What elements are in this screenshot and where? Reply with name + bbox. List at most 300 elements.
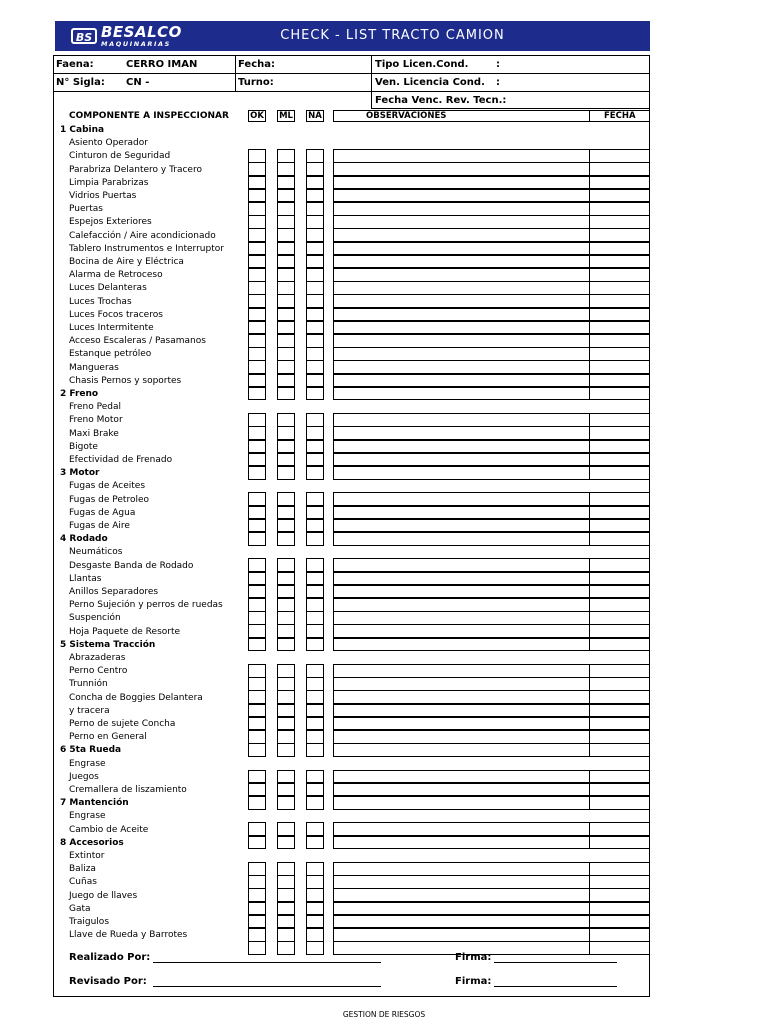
ml-checkbox[interactable] xyxy=(277,664,295,678)
sigla-value[interactable]: CN - xyxy=(126,77,150,88)
ml-checkbox[interactable] xyxy=(277,492,295,506)
header-bar xyxy=(55,21,650,51)
observaciones-field[interactable] xyxy=(333,176,650,190)
ok-checkbox[interactable] xyxy=(248,374,266,388)
checklist-item-label: Bocina de Aire y Eléctrica xyxy=(69,257,184,267)
ml-checkbox[interactable] xyxy=(277,374,295,388)
ok-checkbox[interactable] xyxy=(248,558,266,572)
ml-checkbox[interactable] xyxy=(277,638,295,652)
na-checkbox[interactable] xyxy=(306,374,324,388)
na-checkbox[interactable] xyxy=(306,149,324,163)
na-checkbox[interactable] xyxy=(306,228,324,242)
section-heading: 2 Freno xyxy=(60,389,99,399)
ok-checkbox[interactable] xyxy=(248,677,266,691)
na-checkbox[interactable] xyxy=(306,796,324,810)
ok-checkbox[interactable] xyxy=(248,638,266,652)
checklist-item-label: Puertas xyxy=(69,204,103,215)
observaciones-field[interactable] xyxy=(333,611,650,625)
na-checkbox[interactable] xyxy=(306,598,324,612)
observaciones-field[interactable] xyxy=(333,374,650,388)
checklist-item-label: Juegos xyxy=(69,771,99,782)
observaciones-field[interactable] xyxy=(333,347,650,361)
na-checkbox[interactable] xyxy=(306,466,324,480)
info-column-divider xyxy=(235,55,236,91)
na-checkbox[interactable] xyxy=(306,255,324,269)
checklist-item-label: Fugas de Aceites xyxy=(69,481,146,492)
ml-checkbox[interactable] xyxy=(277,730,295,744)
observaciones-field[interactable] xyxy=(333,717,650,731)
ok-checkbox[interactable] xyxy=(248,519,266,533)
observaciones-field[interactable] xyxy=(333,308,650,322)
na-checkbox[interactable] xyxy=(306,624,324,638)
ok-checkbox[interactable] xyxy=(248,743,266,757)
na-checkbox[interactable] xyxy=(306,875,324,889)
ml-checkbox[interactable] xyxy=(277,426,295,440)
observaciones-field[interactable] xyxy=(333,149,650,163)
checklist-item-label: Llave de Rueda y Barrotes xyxy=(69,930,188,941)
observaciones-field[interactable] xyxy=(333,506,650,520)
ok-checkbox[interactable] xyxy=(248,242,266,256)
na-checkbox[interactable] xyxy=(306,770,324,784)
na-checkbox[interactable] xyxy=(306,638,324,652)
na-checkbox[interactable] xyxy=(306,743,324,757)
ok-checkbox[interactable] xyxy=(248,281,266,295)
ml-checkbox[interactable] xyxy=(277,519,295,533)
checklist-item-label: Acceso Escaleras / Pasamanos xyxy=(69,336,206,347)
observaciones-field[interactable] xyxy=(333,334,650,348)
checklist-item-label: Perno Centro xyxy=(69,666,128,677)
ok-checkbox[interactable] xyxy=(248,202,266,216)
ml-column-header: ML xyxy=(277,110,295,122)
na-checkbox[interactable] xyxy=(306,387,324,401)
na-checkbox[interactable] xyxy=(306,308,324,322)
observaciones-field[interactable] xyxy=(333,255,650,269)
checklist-item-label: y tracera xyxy=(69,705,110,716)
ok-checkbox[interactable] xyxy=(248,426,266,440)
ml-checkbox[interactable] xyxy=(277,281,295,295)
observaciones-field[interactable] xyxy=(333,585,650,599)
observaciones-field[interactable] xyxy=(333,598,650,612)
fecha-header-divider xyxy=(589,110,590,122)
na-checkbox[interactable] xyxy=(306,928,324,942)
checklist-item-label: Extintor xyxy=(69,851,105,861)
na-checkbox[interactable] xyxy=(306,506,324,520)
ok-checkbox[interactable] xyxy=(248,690,266,704)
observaciones-header-label: OBSERVACIONES xyxy=(366,111,447,121)
ml-checkbox[interactable] xyxy=(277,228,295,242)
ml-checkbox[interactable] xyxy=(277,189,295,203)
revisado-firma-label: Firma: xyxy=(455,976,492,987)
observaciones-field[interactable] xyxy=(333,426,650,440)
ok-checkbox[interactable] xyxy=(248,941,266,955)
ml-checkbox[interactable] xyxy=(277,347,295,361)
checklist-item-label: Desgaste Banda de Rodado xyxy=(69,560,194,571)
section-heading: 3 Motor xyxy=(60,468,100,479)
na-checkbox[interactable] xyxy=(306,532,324,546)
na-checkbox[interactable] xyxy=(306,294,324,308)
observaciones-field[interactable] xyxy=(333,928,650,942)
ml-checkbox[interactable] xyxy=(277,176,295,190)
info-column-divider xyxy=(371,55,372,109)
na-checkbox[interactable] xyxy=(306,347,324,361)
turno-label[interactable]: Turno: xyxy=(238,77,274,88)
ok-checkbox[interactable] xyxy=(248,598,266,612)
na-checkbox[interactable] xyxy=(306,321,324,335)
na-checkbox[interactable] xyxy=(306,242,324,256)
na-checkbox[interactable] xyxy=(306,902,324,916)
ok-checkbox[interactable] xyxy=(248,902,266,916)
na-checkbox[interactable] xyxy=(306,519,324,533)
checklist-item-label: Luces Trochas xyxy=(69,296,132,307)
observaciones-field[interactable] xyxy=(333,215,650,229)
ml-checkbox[interactable] xyxy=(277,704,295,718)
observaciones-field[interactable] xyxy=(333,162,650,176)
ok-checkbox[interactable] xyxy=(248,915,266,929)
observaciones-field[interactable] xyxy=(333,453,650,467)
ml-checkbox[interactable] xyxy=(277,690,295,704)
checklist-item-label: Gata xyxy=(69,903,91,914)
ml-checkbox[interactable] xyxy=(277,321,295,335)
ml-checkbox[interactable] xyxy=(277,928,295,942)
tipo-licencia-label: Tipo Licen.Cond. xyxy=(375,59,469,70)
na-checkbox[interactable] xyxy=(306,915,324,929)
ok-column-header: OK xyxy=(248,110,266,122)
checklist-item-label: Asiento Operador xyxy=(69,138,148,149)
checklist-item-label: Efectividad de Frenado xyxy=(69,455,173,465)
checklist-item-label: Luces Delanteras xyxy=(69,283,147,294)
na-checkbox[interactable] xyxy=(306,862,324,876)
faena-value[interactable]: CERRO IMAN xyxy=(126,59,198,70)
checklist-item-label: Neumáticos xyxy=(69,547,123,558)
realizado-por-line[interactable] xyxy=(153,962,381,963)
ok-checkbox[interactable] xyxy=(248,347,266,361)
revisado-por-line[interactable] xyxy=(153,986,381,987)
observaciones-field[interactable] xyxy=(333,770,650,784)
observaciones-field[interactable] xyxy=(333,796,650,810)
ok-checkbox[interactable] xyxy=(248,704,266,718)
na-checkbox[interactable] xyxy=(306,822,324,836)
ok-checkbox[interactable] xyxy=(248,162,266,176)
ok-checkbox[interactable] xyxy=(248,189,266,203)
na-checkbox[interactable] xyxy=(306,572,324,586)
observaciones-field[interactable] xyxy=(333,875,650,889)
checklist-item-label: Parabriza Delantero y Tracero xyxy=(69,164,202,175)
ml-checkbox[interactable] xyxy=(277,506,295,520)
ml-checkbox[interactable] xyxy=(277,255,295,269)
ok-checkbox[interactable] xyxy=(248,492,266,506)
ok-checkbox[interactable] xyxy=(248,453,266,467)
na-checkbox[interactable] xyxy=(306,730,324,744)
ok-checkbox[interactable] xyxy=(248,387,266,401)
observaciones-field[interactable] xyxy=(333,704,650,718)
ok-checkbox[interactable] xyxy=(248,268,266,282)
na-checkbox[interactable] xyxy=(306,202,324,216)
ok-checkbox[interactable] xyxy=(248,360,266,374)
observaciones-field[interactable] xyxy=(333,638,650,652)
ml-checkbox[interactable] xyxy=(277,770,295,784)
logo-name: BESALCO xyxy=(101,22,182,41)
ml-checkbox[interactable] xyxy=(277,915,295,929)
ml-checkbox[interactable] xyxy=(277,334,295,348)
ven-licencia-colon[interactable]: : xyxy=(496,77,500,88)
ok-checkbox[interactable] xyxy=(248,506,266,520)
checklist-item-label: Perno Sujeción y perros de ruedas xyxy=(69,600,223,611)
observaciones-field[interactable] xyxy=(333,466,650,480)
observaciones-field[interactable] xyxy=(333,743,650,757)
observaciones-field[interactable] xyxy=(333,836,650,850)
checklist-item-label: Alarma de Retroceso xyxy=(69,270,163,281)
ml-checkbox[interactable] xyxy=(277,202,295,216)
ok-checkbox[interactable] xyxy=(248,255,266,269)
ml-checkbox[interactable] xyxy=(277,902,295,916)
observaciones-field[interactable] xyxy=(333,202,650,216)
ok-checkbox[interactable] xyxy=(248,836,266,850)
ml-checkbox[interactable] xyxy=(277,440,295,454)
ml-checkbox[interactable] xyxy=(277,558,295,572)
observaciones-field[interactable] xyxy=(333,189,650,203)
component-column-header: COMPONENTE A INSPECCIONAR xyxy=(69,111,229,121)
na-checkbox[interactable] xyxy=(306,426,324,440)
sigla-label: N° Sigla: xyxy=(56,77,105,88)
observaciones-field[interactable] xyxy=(333,294,650,308)
checklist-item-label: Estanque petróleo xyxy=(69,349,152,360)
ml-checkbox[interactable] xyxy=(277,268,295,282)
na-checkbox[interactable] xyxy=(306,717,324,731)
observaciones-field[interactable] xyxy=(333,492,650,506)
revisado-por-label: Revisado Por: xyxy=(69,976,147,987)
observaciones-field[interactable] xyxy=(333,268,650,282)
na-checkbox[interactable] xyxy=(306,941,324,955)
ml-checkbox[interactable] xyxy=(277,941,295,955)
checklist-item-label: Anillos Separadores xyxy=(69,587,159,597)
na-checkbox[interactable] xyxy=(306,440,324,454)
checklist-item-label: Espejos Exteriores xyxy=(69,217,152,228)
realizado-por-label: Realizado Por: xyxy=(69,952,151,963)
checklist-item-label: Mangueras xyxy=(69,362,119,373)
fecha-venc-rev-label[interactable]: Fecha Venc. Rev. Tecn.: xyxy=(375,95,507,106)
ml-checkbox[interactable] xyxy=(277,624,295,638)
ml-checkbox[interactable] xyxy=(277,822,295,836)
na-checkbox[interactable] xyxy=(306,585,324,599)
na-checkbox[interactable] xyxy=(306,704,324,718)
na-checkbox[interactable] xyxy=(306,360,324,374)
na-checkbox[interactable] xyxy=(306,677,324,691)
na-checkbox[interactable] xyxy=(306,558,324,572)
checklist-item-label: Cuñas xyxy=(69,877,97,888)
checklist-item-label: Chasis Pernos y soportes xyxy=(69,375,182,386)
realizado-firma-line[interactable] xyxy=(494,962,617,963)
observaciones-field[interactable] xyxy=(333,862,650,876)
na-checkbox[interactable] xyxy=(306,783,324,797)
ml-checkbox[interactable] xyxy=(277,717,295,731)
checklist-item-label: Cambio de Aceite xyxy=(69,824,149,835)
ml-checkbox[interactable] xyxy=(277,413,295,427)
checklist-item-label: Calefacción / Aire acondicionado xyxy=(69,230,216,241)
observaciones-field[interactable] xyxy=(333,664,650,678)
na-checkbox[interactable] xyxy=(306,268,324,282)
ok-checkbox[interactable] xyxy=(248,796,266,810)
ok-checkbox[interactable] xyxy=(248,875,266,889)
na-checkbox[interactable] xyxy=(306,664,324,678)
ml-checkbox[interactable] xyxy=(277,308,295,322)
info-row-divider xyxy=(371,108,650,109)
ok-checkbox[interactable] xyxy=(248,466,266,480)
checklist-item-label: Luces Intermitente xyxy=(69,323,154,333)
ml-checkbox[interactable] xyxy=(277,585,295,599)
fecha-label[interactable]: Fecha: xyxy=(238,59,276,70)
ml-checkbox[interactable] xyxy=(277,387,295,401)
observaciones-field[interactable] xyxy=(333,677,650,691)
info-row-divider xyxy=(53,73,650,74)
tipo-licencia-colon[interactable]: : xyxy=(496,59,500,70)
ok-checkbox[interactable] xyxy=(248,730,266,744)
ml-checkbox[interactable] xyxy=(277,532,295,546)
na-checkbox[interactable] xyxy=(306,413,324,427)
ven-licencia-label: Ven. Licencia Cond. xyxy=(375,77,485,88)
checklist-item-label: Cinturon de Seguridad xyxy=(69,151,171,162)
observaciones-field[interactable] xyxy=(333,413,650,427)
ok-checkbox[interactable] xyxy=(248,413,266,427)
observaciones-field[interactable] xyxy=(333,228,650,242)
ml-checkbox[interactable] xyxy=(277,598,295,612)
ok-checkbox[interactable] xyxy=(248,717,266,731)
na-checkbox[interactable] xyxy=(306,690,324,704)
checklist-item-label: Traigulos xyxy=(69,917,110,927)
ok-checkbox[interactable] xyxy=(248,334,266,348)
checklist-item-label: Engrase xyxy=(69,811,106,822)
checklist-item-label: Trunnión xyxy=(69,679,108,690)
section-heading: 7 Mantención xyxy=(60,798,129,809)
observaciones-field[interactable] xyxy=(333,624,650,638)
ml-checkbox[interactable] xyxy=(277,466,295,480)
ml-checkbox[interactable] xyxy=(277,360,295,374)
checklist-item-label: Tablero Instrumentos e Interruptor xyxy=(69,243,224,254)
ml-checkbox[interactable] xyxy=(277,862,295,876)
ok-checkbox[interactable] xyxy=(248,862,266,876)
ok-checkbox[interactable] xyxy=(248,664,266,678)
observaciones-field[interactable] xyxy=(333,783,650,797)
faena-label: Faena: xyxy=(56,59,94,70)
logo-subtitle: MAQUINARIAS xyxy=(101,39,171,48)
na-checkbox[interactable] xyxy=(306,215,324,229)
checklist-item-label: Bigote xyxy=(69,441,98,452)
ok-checkbox[interactable] xyxy=(248,624,266,638)
ml-checkbox[interactable] xyxy=(277,743,295,757)
ok-checkbox[interactable] xyxy=(248,294,266,308)
observaciones-field[interactable] xyxy=(333,822,650,836)
ok-checkbox[interactable] xyxy=(248,149,266,163)
ml-checkbox[interactable] xyxy=(277,294,295,308)
checklist-item-label: Suspención xyxy=(69,613,121,624)
observaciones-field[interactable] xyxy=(333,360,650,374)
checklist-item-label: Freno Pedal xyxy=(69,402,122,413)
observaciones-field[interactable] xyxy=(333,321,650,335)
fecha-column-header: FECHA xyxy=(604,111,636,121)
ok-checkbox[interactable] xyxy=(248,440,266,454)
ml-checkbox[interactable] xyxy=(277,888,295,902)
ml-checkbox[interactable] xyxy=(277,215,295,229)
na-checkbox[interactable] xyxy=(306,189,324,203)
ml-checkbox[interactable] xyxy=(277,611,295,625)
ok-checkbox[interactable] xyxy=(248,321,266,335)
ok-checkbox[interactable] xyxy=(248,532,266,546)
observaciones-field[interactable] xyxy=(333,730,650,744)
ml-checkbox[interactable] xyxy=(277,149,295,163)
na-checkbox[interactable] xyxy=(306,281,324,295)
ok-checkbox[interactable] xyxy=(248,308,266,322)
checklist-item-label: Maxi Brake xyxy=(69,428,119,439)
na-checkbox[interactable] xyxy=(306,453,324,467)
section-heading: 6 5ta Rueda xyxy=(60,745,122,756)
ml-checkbox[interactable] xyxy=(277,242,295,256)
checklist-item-label: Abrazaderas xyxy=(69,653,126,663)
ml-checkbox[interactable] xyxy=(277,875,295,889)
observaciones-field[interactable] xyxy=(333,440,650,454)
checklist-item-label: Hoja Paquete de Resorte xyxy=(69,626,181,637)
ml-checkbox[interactable] xyxy=(277,796,295,810)
observaciones-field[interactable] xyxy=(333,941,650,955)
ml-checkbox[interactable] xyxy=(277,162,295,176)
checklist-item-label: Fugas de Aire xyxy=(69,521,130,531)
na-checkbox[interactable] xyxy=(306,334,324,348)
ml-checkbox[interactable] xyxy=(277,783,295,797)
checklist-item-label: Perno en General xyxy=(69,732,147,743)
ok-checkbox[interactable] xyxy=(248,928,266,942)
ok-checkbox[interactable] xyxy=(248,572,266,586)
observaciones-field[interactable] xyxy=(333,902,650,916)
observaciones-field[interactable] xyxy=(333,519,650,533)
observaciones-field[interactable] xyxy=(333,532,650,546)
na-checkbox[interactable] xyxy=(306,888,324,902)
checklist-item-label: Baliza xyxy=(69,864,96,875)
checklist-item-label: Concha de Boggies Delantera xyxy=(69,692,203,703)
na-checkbox[interactable] xyxy=(306,492,324,506)
ok-checkbox[interactable] xyxy=(248,585,266,599)
realizado-firma-label: Firma: xyxy=(455,952,492,963)
ml-checkbox[interactable] xyxy=(277,572,295,586)
observaciones-field[interactable] xyxy=(333,572,650,586)
observaciones-field[interactable] xyxy=(333,558,650,572)
observaciones-field[interactable] xyxy=(333,888,650,902)
ml-checkbox[interactable] xyxy=(277,836,295,850)
ok-checkbox[interactable] xyxy=(248,783,266,797)
na-checkbox[interactable] xyxy=(306,176,324,190)
observaciones-field[interactable] xyxy=(333,242,650,256)
na-checkbox[interactable] xyxy=(306,162,324,176)
revisado-firma-line[interactable] xyxy=(494,986,617,987)
document-title: CHECK - LIST TRACTO CAMION xyxy=(280,28,505,43)
observaciones-field[interactable] xyxy=(333,387,650,401)
checklist-item-label: Cremallera de liszamiento xyxy=(69,785,187,795)
ok-checkbox[interactable] xyxy=(248,611,266,625)
ok-checkbox[interactable] xyxy=(248,888,266,902)
ok-checkbox[interactable] xyxy=(248,215,266,229)
observaciones-field[interactable] xyxy=(333,690,650,704)
checklist-item-label: Luces Focos traceros xyxy=(69,309,163,320)
ok-checkbox[interactable] xyxy=(248,176,266,190)
info-row-divider xyxy=(53,91,650,92)
checklist-item-label: Engrase xyxy=(69,758,106,769)
observaciones-field[interactable] xyxy=(333,915,650,929)
na-checkbox[interactable] xyxy=(306,611,324,625)
observaciones-field[interactable] xyxy=(333,281,650,295)
ok-checkbox[interactable] xyxy=(248,822,266,836)
ml-checkbox[interactable] xyxy=(277,677,295,691)
ok-checkbox[interactable] xyxy=(248,770,266,784)
ok-checkbox[interactable] xyxy=(248,228,266,242)
na-checkbox[interactable] xyxy=(306,836,324,850)
ml-checkbox[interactable] xyxy=(277,453,295,467)
